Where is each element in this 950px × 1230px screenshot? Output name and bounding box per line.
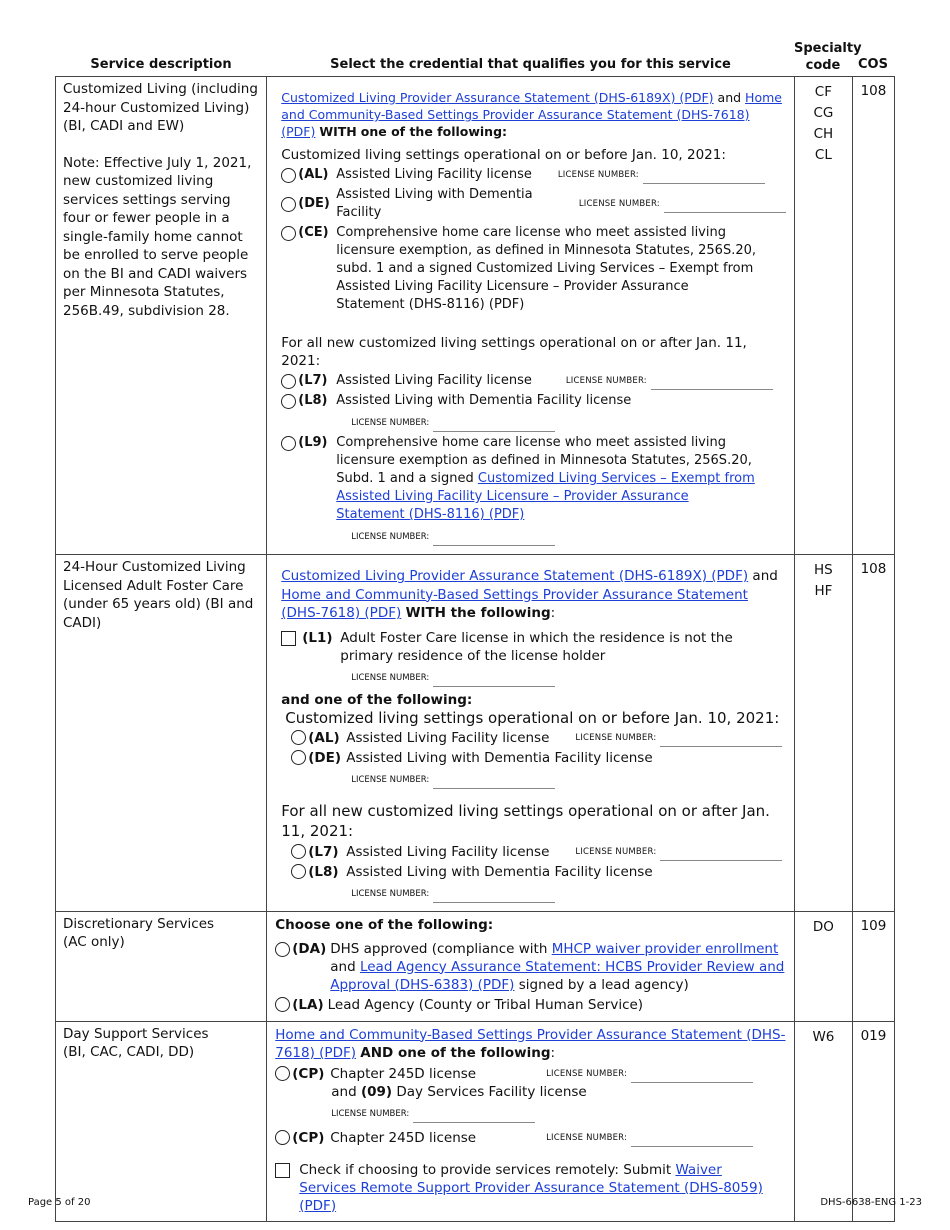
service-description: 24-Hour Customized Living Licensed Adult Foster Care (under 65 years old) (BI and CADI)	[63, 559, 254, 631]
license-number-label: LICENSE NUMBER:	[351, 669, 786, 687]
specialty-codes: DO	[812, 918, 834, 935]
header-cos: COS	[858, 57, 888, 72]
license-number-field[interactable]	[433, 536, 555, 546]
license-number-field[interactable]	[631, 1073, 753, 1083]
table-row	[56, 911, 895, 1021]
license-number-field[interactable]	[433, 893, 555, 903]
header-credential: Select the credential that qualifies you for this service	[330, 57, 731, 72]
service-description: Day Support Services (BI, CAC, CADI, DD)	[63, 1025, 209, 1060]
credential-options: Customized Living Provider Assurance Statement (DHS-6189X) (PDF) and Home and Community-Based Settings Provider Assurance Statement (DHS-7618) (PDF) WITH one of the following: Customized living settings operational on or before Jan. 10, 2021: (AL) Assisted Living Facility license LICENSE NUMBER: (DE) Assisted Living with Dementia Facility LICENSE NUMBER: (CE) Comprehensive home care license who meet assisted living licensure exemption, as defined in Minnesota Statutes, 256S.20, subd. 1 and a signed Customized Living Services – Exempt from Assisted Living Facility Licensure – Provider Assurance Statement (DHS-8116) (PDF) For all new customized living settings operational on or after Jan. 11, 2021: (L7) Assisted Living Facility license LICENSE NUMBER: (L8) Assisted Living with Dementia Facility license LICENSE NUMBER: (L9) Comprehensive home care license who meet assisted living licensure exemption as defined in Minnesota Statutes, 256S.20, Subd. 1 and a signed Customized Living Services – Exempt from Assisted Living Facility Licensure – Provider Assurance Statement (DHS-8116) (PDF) LICENSE NUMBER:	[267, 77, 794, 554]
checkbox-remote[interactable]	[275, 1163, 290, 1178]
radio-ce[interactable]	[281, 226, 296, 241]
license-number-field[interactable]	[660, 851, 782, 861]
radio-al[interactable]	[281, 168, 296, 183]
services-table	[55, 76, 895, 1222]
radio-l7[interactable]	[291, 844, 306, 859]
option-al[interactable]: (AL) Assisted Living Facility license LICENSE NUMBER:	[281, 166, 786, 184]
option-l7[interactable]: (L7) Assisted Living Facility license LICENSE NUMBER:	[281, 372, 786, 390]
license-number-field[interactable]	[413, 1113, 535, 1123]
option-de[interactable]: (DE) Assisted Living with Dementia Facility license	[291, 749, 786, 767]
form-number: DHS-6638-ENG 1-23	[820, 1197, 922, 1208]
remote-support-link[interactable]: Waiver Services Remote Support Provider Assurance Statement (DHS-8059) (PDF)	[299, 1161, 763, 1214]
radio-da[interactable]	[275, 942, 290, 957]
radio-de[interactable]	[281, 197, 296, 212]
license-number-label: LICENSE NUMBER:	[546, 1129, 753, 1147]
radio-l7[interactable]	[281, 374, 296, 389]
option-cp-only[interactable]: (CP) Chapter 245D license LICENSE NUMBER:	[275, 1129, 786, 1147]
mhcp-enrollment-link[interactable]: MHCP waiver provider enrollment	[551, 940, 779, 957]
credential-options: Customized Living Provider Assurance Statement (DHS-6189X) (PDF) and Home and Community-Based Settings Provider Assurance Statement (DHS-7618) (PDF) WITH the following: (L1) Adult Foster Care license in which the residence is not the primary residence of the license holder LICENSE NUMBER: and one of the following: Customized living settings operational on or before Jan. 10, 2021: (AL) Assisted Living Facility license LICENSE NUMBER: (DE) Assisted Living with Dementia Facility license LICENSE NUMBER: For all new customized living settings operational on or after Jan. 11, 2021: (L7) Assisted Living Facility license LICENSE NUMBER: (L8) Assisted Living with Dementia Facility license LICENSE NUMBER:	[267, 555, 794, 911]
license-number-field[interactable]	[660, 737, 782, 747]
license-number-label: LICENSE NUMBER:	[579, 195, 786, 213]
license-number-field[interactable]	[433, 677, 555, 687]
radio-l8[interactable]	[291, 864, 306, 879]
exempt-assurance-link[interactable]: Customized Living Services – Exempt from Assisted Living Facility Licensure – Provider Assurance Statement (DHS-8116) (PDF)	[336, 471, 755, 522]
service-description: Customized Living (including 24-hour Customized Living) (BI, CADI and EW) Note: Effective July 1, 2021, new customized living services settings serving four or fewer people in a single-family home cannot be enrolled to serve people on the BI and CADI waivers per Minnesota Statutes, 256B.49, subdivision 28.	[63, 81, 258, 319]
option-l1[interactable]: (L1) Adult Foster Care license in which the residence is not the primary residence of the license holder	[281, 629, 786, 665]
provider-assurance-link[interactable]: Customized Living Provider Assurance Statement (DHS-6189X) (PDF)	[281, 568, 749, 584]
specialty-codes: HS HF	[814, 562, 833, 599]
option-l7[interactable]: (L7) Assisted Living Facility license LICENSE NUMBER:	[291, 843, 786, 861]
license-number-field[interactable]	[664, 203, 786, 213]
license-number-label: LICENSE NUMBER:	[331, 1105, 786, 1123]
header-specialty: Specialty code	[794, 41, 862, 73]
license-number-label: LICENSE NUMBER:	[351, 771, 786, 789]
cos-value: 019	[860, 1027, 887, 1044]
option-al[interactable]: (AL) Assisted Living Facility license LICENSE NUMBER:	[291, 729, 786, 747]
cos-value: 108	[860, 561, 887, 577]
option-ce[interactable]: (CE) Comprehensive home care license who meet assisted living licensure exemption, as defined in Minnesota Statutes, 256S.20, subd. 1 and a signed Customized Living Services – Exempt from Assisted Living Facility Licensure – Provider Assurance Statement (DHS-8116) (PDF)	[281, 224, 786, 314]
radio-cp[interactable]	[275, 1066, 290, 1081]
option-da[interactable]: (DA) DHS approved (compliance with MHCP waiver provider enrollment and Lead Agency Assurance Statement: HCBS Provider Review and Approval (DHS-6383) (PDF) signed by a lead agency)	[275, 940, 786, 994]
hcbs-assurance-link[interactable]: Home and Community-Based Settings Provider Assurance Statement (DHS-7618) (PDF)	[281, 586, 748, 621]
radio-la[interactable]	[275, 997, 290, 1012]
cos-value: 108	[860, 83, 887, 99]
page-number: Page 5 of 20	[28, 1197, 91, 1208]
radio-l8[interactable]	[281, 394, 296, 409]
credential-options: Choose one of the following: (DA) DHS approved (compliance with MHCP waiver provider enrollment and Lead Agency Assurance Statement: HCBS Provider Review and Approval (DHS-6383) (PDF) signed by a lead agency) (LA) Lead Agency (County or Tribal Human Service)	[275, 916, 785, 1013]
license-number-label: LICENSE NUMBER:	[351, 528, 786, 546]
option-remote[interactable]: Check if choosing to provide services remotely: Submit Waiver Services Remote Support Provider Assurance Statement (DHS-8059) (PDF)	[275, 1161, 786, 1215]
checkbox-l1[interactable]	[281, 631, 296, 646]
license-number-field[interactable]	[433, 422, 555, 432]
specialty-codes: W6	[812, 1028, 835, 1045]
option-l8[interactable]: (L8) Assisted Living with Dementia Facility license	[291, 863, 786, 881]
hcbs-assurance-link[interactable]: Home and Community-Based Settings Provider Assurance Statement (DHS-7618) (PDF)	[281, 90, 782, 139]
table-row	[56, 1021, 895, 1221]
cos-value: 109	[860, 917, 887, 934]
option-cp[interactable]: (CP) Chapter 245D license LICENSE NUMBER:	[275, 1065, 786, 1083]
license-number-label: LICENSE NUMBER:	[351, 885, 786, 903]
table-row	[56, 555, 895, 912]
radio-al[interactable]	[291, 730, 306, 745]
specialty-codes: CF CG CH CL	[813, 84, 834, 163]
radio-cp-only[interactable]	[275, 1130, 290, 1145]
option-la[interactable]: (LA) Lead Agency (County or Tribal Human Service)	[275, 996, 786, 1014]
license-number-label: LICENSE NUMBER:	[558, 166, 765, 184]
option-de[interactable]: (DE) Assisted Living with Dementia Facility LICENSE NUMBER:	[281, 186, 786, 222]
license-number-field[interactable]	[631, 1137, 753, 1147]
lead-agency-assurance-link[interactable]: Lead Agency Assurance Statement: HCBS Provider Review and Approval (DHS-6383) (PDF)	[330, 958, 785, 993]
option-l8[interactable]: (L8) Assisted Living with Dementia Facility license	[281, 392, 786, 410]
service-description: Discretionary Services (AC only)	[63, 915, 215, 950]
header-service: Service description	[90, 57, 232, 72]
radio-de[interactable]	[291, 750, 306, 765]
license-number-label: LICENSE NUMBER:	[566, 372, 773, 390]
credential-options: Home and Community-Based Settings Provider Assurance Statement (DHS-7618) (PDF) AND one of the following: (CP) Chapter 245D license LICENSE NUMBER: and (09) Day Services Facility license LICENSE NUMBER: (CP) Chapter 245D license LICENSE NUMBER: Check if choosing to provide services remotely: Submit Waiver Services Remote Support Provider Assurance Statement (DHS-8059) (PDF)	[275, 1026, 786, 1214]
license-number-label: LICENSE NUMBER:	[575, 729, 782, 747]
license-number-label: LICENSE NUMBER:	[546, 1065, 753, 1083]
license-number-label: LICENSE NUMBER:	[351, 414, 786, 432]
radio-l9[interactable]	[281, 436, 296, 451]
license-number-field[interactable]	[643, 174, 765, 184]
hcbs-assurance-link[interactable]: Home and Community-Based Settings Provider Assurance Statement (DHS-7618) (PDF)	[275, 1026, 786, 1061]
option-l9[interactable]: (L9) Comprehensive home care license who meet assisted living licensure exemption as defined in Minnesota Statutes, 256S.20, Subd. 1 and a signed Customized Living Services – Exempt from Assisted Living Facility Licensure – Provider Assurance Statement (DHS-8116) (PDF)	[281, 434, 786, 524]
table-row	[56, 77, 895, 555]
license-number-field[interactable]	[651, 380, 773, 390]
provider-assurance-link[interactable]: Customized Living Provider Assurance Statement (DHS-6189X) (PDF)	[281, 90, 714, 105]
license-number-field[interactable]	[433, 779, 555, 789]
license-number-label: LICENSE NUMBER:	[575, 843, 782, 861]
